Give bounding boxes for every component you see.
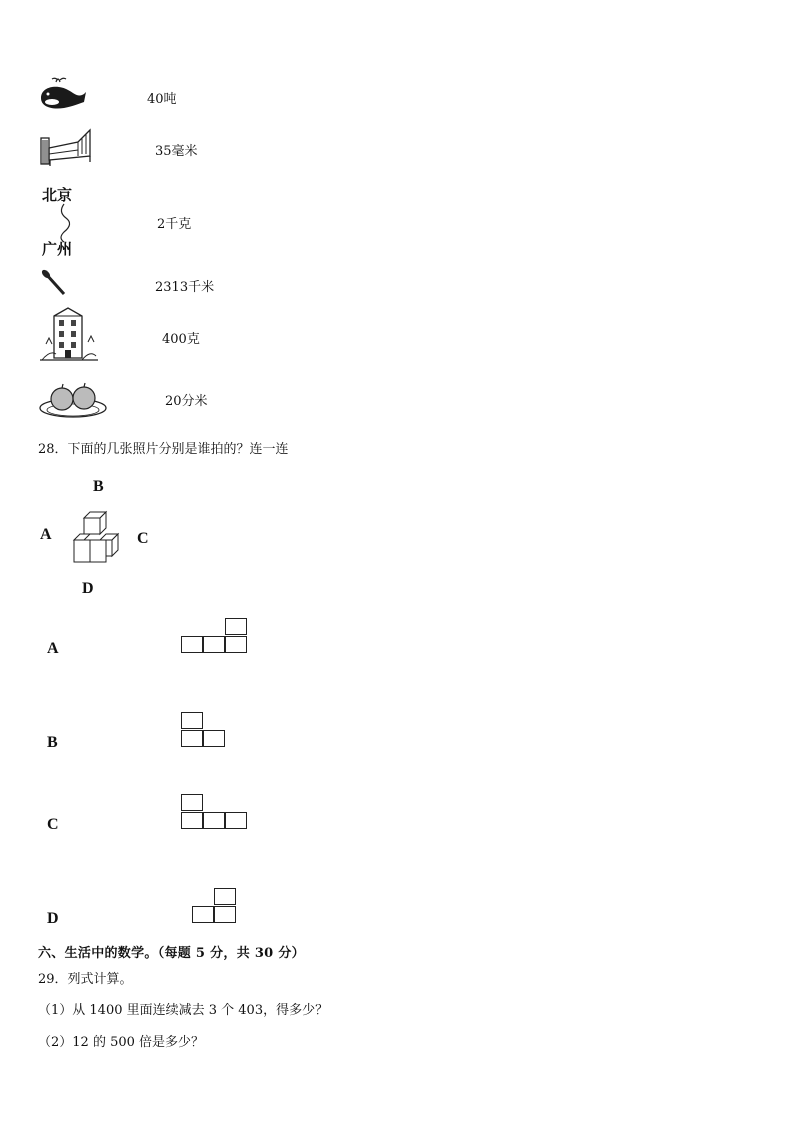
item-value-5: 400克: [162, 332, 200, 347]
beijing-guangzhou-route-icon: [40, 184, 80, 258]
q29-item-2: （2）12 的 500 倍是多少？: [38, 1035, 205, 1050]
q28-text: 28．下面的几张照片分别是谁拍的？连一连: [38, 442, 289, 457]
view-label-b: B: [47, 734, 58, 751]
position-label-top: B: [93, 478, 104, 495]
item-value-4: 2313千米: [155, 280, 215, 295]
item-value-1: 40吨: [147, 92, 177, 107]
bed-icon: [38, 124, 94, 168]
map-label-beijing: 北京: [42, 186, 73, 204]
apples-on-plate-icon: [38, 380, 108, 420]
building-icon: [38, 304, 100, 362]
item-value-6: 20分米: [165, 394, 208, 409]
section-title: 六、生活中的数学。（每题 5 分，共 30 分）: [38, 946, 305, 961]
whale-icon: [38, 72, 88, 112]
map-label-guangzhou: 广州: [42, 240, 73, 258]
position-label-right: C: [137, 530, 149, 547]
cube-stack-figure: [70, 510, 122, 566]
position-label-bottom: D: [82, 580, 94, 597]
position-label-left: A: [40, 526, 52, 543]
view-label-d: D: [47, 910, 59, 927]
view-label-a: A: [47, 640, 59, 657]
q29-text: 29．列式计算。: [38, 972, 133, 987]
item-value-2: 35毫米: [155, 144, 198, 159]
q29-item-1: （1）从 1400 里面连续减去 3 个 403，得多少？: [38, 1003, 329, 1018]
nail-icon: [40, 268, 70, 298]
view-label-c: C: [47, 816, 59, 833]
item-value-3: 2千克: [157, 217, 192, 232]
